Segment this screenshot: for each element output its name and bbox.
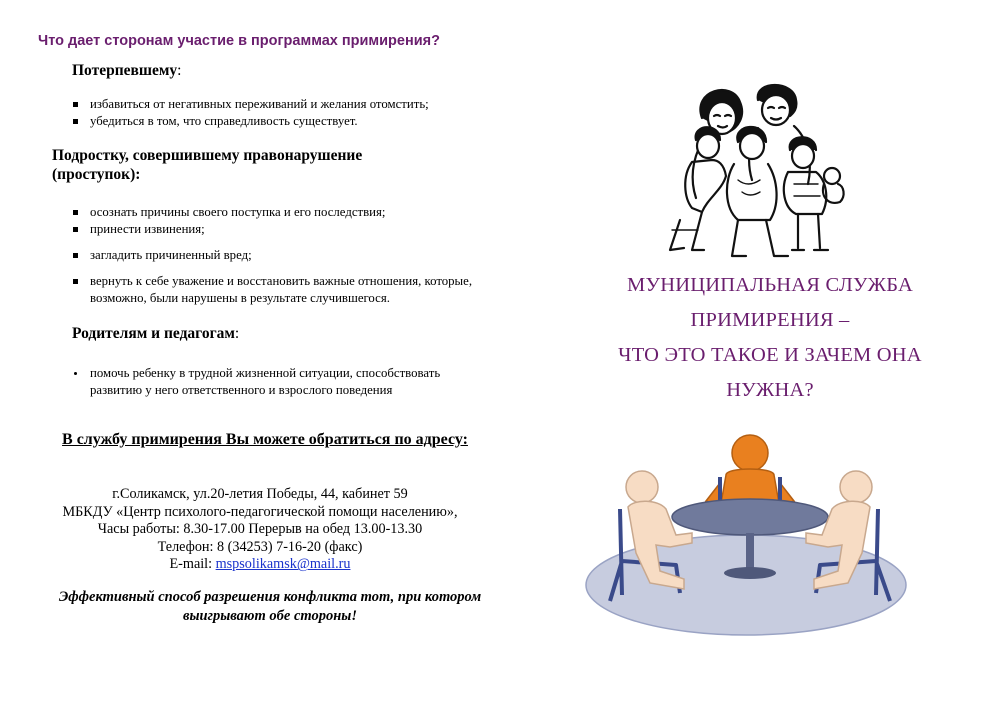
parents-heading	[72, 325, 239, 343]
teen-heading-line1: Подростку, совершившему правонарушение	[52, 147, 363, 164]
family-illustration-icon	[662, 80, 852, 260]
list-item: убедиться в том, что справедливость существует.	[70, 113, 510, 130]
title-line: ЧТО ЭТО ТАКОЕ И ЗАЧЕМ ОНА	[618, 344, 922, 366]
teen-heading	[52, 146, 472, 184]
teen-heading-colon: :	[135, 166, 141, 183]
list-item: осознать причины своего поступка и его последствия;	[70, 204, 510, 221]
victim-heading	[72, 62, 181, 80]
list-item: помочь ребенку в трудной жизненной ситуации, способствовать развитию у него ответственного и взрослого поведения	[70, 365, 490, 399]
organization-line: МБКДУ «Центр психолого-педагогической помощи населению»,	[62, 503, 458, 520]
title-line: ПРИМИРЕНИЯ –	[690, 309, 850, 331]
parents-heading-colon: :	[234, 325, 240, 342]
email-line	[20, 556, 500, 574]
parents-list	[70, 365, 490, 399]
address-line: г.Соликамск, ул.20-летия Победы, 44, кабинет 59	[112, 486, 408, 502]
list-item: вернуть к себе уважение и восстановить важные отношения, которые, возможно, были нарушены в результате случившегося.	[70, 273, 510, 307]
hours-line: Часы работы: 8.30-17.00 Перерыв на обед 13.00-13.30	[97, 521, 423, 538]
address-heading: В службу примирения Вы можете обратиться по адресу:	[62, 431, 468, 448]
phone-line: Телефон: 8 (34253) 7-16-20 (факс)	[157, 538, 363, 555]
victim-list	[70, 96, 510, 130]
teen-heading-line2-text: (проступок)	[52, 166, 136, 183]
victim-heading-text: Потерпевшему	[72, 62, 178, 79]
teen-heading-line2	[52, 165, 472, 184]
email-label: E-mail:	[169, 556, 216, 573]
main-question: Что дает сторонам участие в программах примирения?	[38, 33, 440, 49]
list-item: принести извинения;	[70, 221, 510, 238]
list-item: избавиться от негативных переживаний и желания отомстить;	[70, 96, 510, 113]
address-block	[20, 486, 500, 574]
title-line: НУЖНА?	[726, 379, 814, 401]
victim-heading-colon: :	[177, 62, 182, 79]
list-item: загладить причиненный вред;	[70, 247, 510, 264]
parents-heading-text: Родителям и педагогам	[72, 325, 235, 342]
service-title	[540, 268, 1000, 408]
motto: Эффективный способ разрешения конфликта тот, при котором выигрывают обе стороны!	[58, 589, 482, 624]
title-line: МУНИЦИПАЛЬНАЯ СЛУЖБА	[627, 274, 913, 296]
email-link[interactable]: mspsolikamsk@mail.ru	[215, 556, 351, 573]
right-panel	[540, 0, 1000, 707]
mediation-table-illustration-icon	[580, 425, 910, 640]
teen-list	[70, 204, 510, 307]
